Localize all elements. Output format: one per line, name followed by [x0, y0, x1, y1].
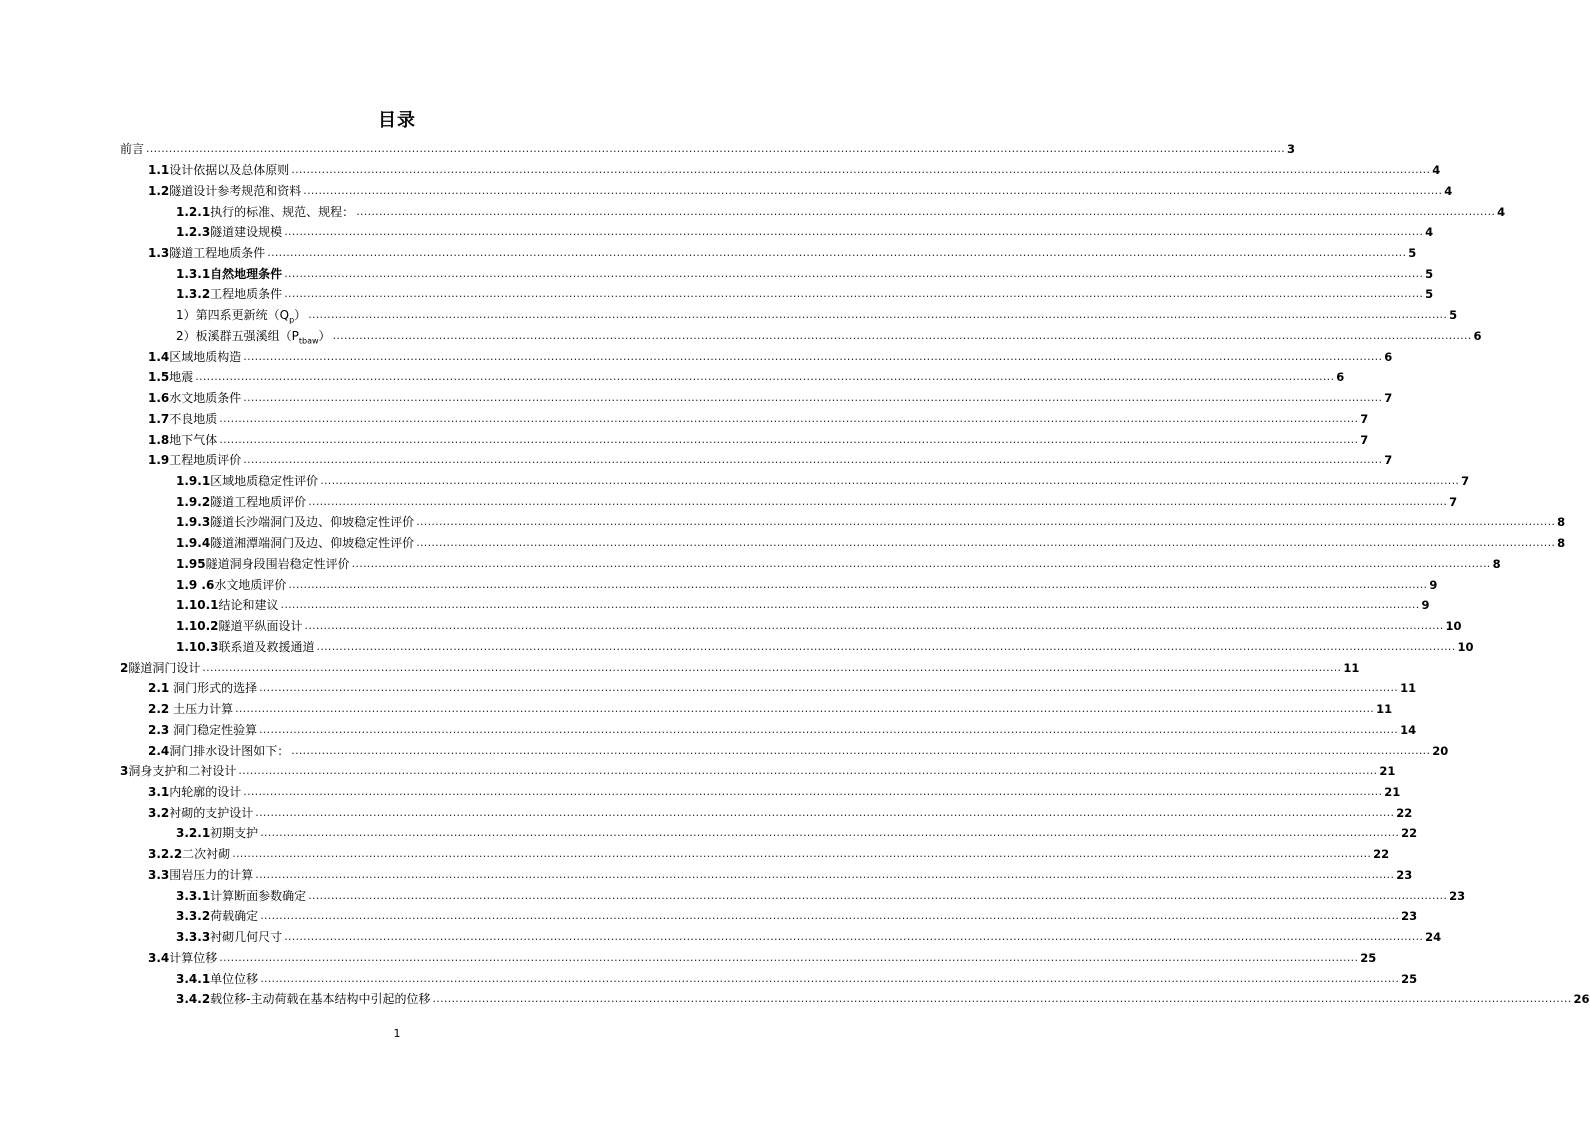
toc-entry[interactable] — [0, 326, 1482, 347]
toc-entry-label-suffix: ） — [318, 328, 331, 343]
toc-entry-title — [148, 847, 230, 861]
toc-entry-title — [176, 972, 258, 986]
toc-page-number: 25 — [1360, 950, 1377, 965]
toc-entry-line — [176, 616, 1462, 637]
toc-entry-label: 隧道湘潭端洞门及边、仰坡稳定性评价 — [210, 536, 415, 551]
toc-dot-leader: ............................................................................................................................................................................................................................................................................................................ — [284, 930, 1424, 944]
toc-entry[interactable] — [0, 637, 1474, 658]
toc-dot-leader: ............................................................................................................................................................................................................................................................................................................ — [267, 246, 1407, 259]
toc-entry-number: 3.4 — [148, 950, 170, 965]
toc-page-number: 8 — [1557, 515, 1566, 530]
toc-entry-number: 1.3 — [148, 246, 170, 260]
toc-dot-leader: ............................................................................................................................................................................................................................................................................................................ — [432, 992, 1572, 1006]
toc-entry-number: 1.3.1 — [176, 266, 211, 281]
toc-entry-label: 衬砌的支护设计 — [169, 805, 254, 820]
toc-page-number: 21 — [1379, 764, 1396, 779]
toc-dot-leader: ............................................................................................................................................................................................................................................................................................................ — [219, 950, 1359, 964]
toc-entry-label: 洞门排水设计图如下： — [169, 743, 290, 758]
toc-entry-line — [148, 160, 1441, 181]
toc-entry-title — [176, 515, 414, 529]
toc-entry[interactable] — [0, 574, 1438, 595]
toc-dot-leader: ............................................................................................................................................................................................................................................................................................................ — [416, 536, 1556, 550]
toc-entry[interactable] — [0, 802, 1413, 823]
toc-page-number: 20 — [1432, 743, 1449, 758]
toc-dot-leader: ............................................................................................................................................................................................................................................................................................................ — [238, 764, 1378, 778]
toc-dot-leader: ............................................................................................................................................................................................................................................................................................................ — [146, 142, 1285, 156]
toc-entry-line — [176, 823, 1418, 844]
toc-entry[interactable] — [0, 595, 1430, 616]
toc-entry-number: 1.2.1 — [176, 204, 211, 219]
toc-entry-number: 1.95 — [176, 556, 206, 571]
toc-entry-label: 设计依据以及总体原则 — [169, 163, 290, 178]
toc-entry-label: 工程地质条件 — [210, 287, 283, 302]
toc-entry-line — [148, 429, 1369, 450]
toc-entry-title — [120, 142, 144, 156]
toc-entry-subscript: tbaw — [298, 336, 319, 346]
toc-entry-title — [148, 806, 253, 820]
toc-entry-label: 地震 — [169, 370, 194, 385]
toc-entry[interactable] — [0, 180, 1453, 201]
toc-entry-title — [148, 370, 193, 384]
toc-dot-leader: ............................................................................................................................................................................................................................................................................................................ — [291, 163, 1431, 177]
toc-entry-line — [176, 305, 1458, 326]
toc-dot-leader: ............................................................................................................................................................................................................................................................................................................ — [280, 598, 1420, 612]
toc-entry[interactable] — [0, 968, 1418, 989]
toc-entry-line — [148, 243, 1417, 264]
toc-page-number: 23 — [1401, 909, 1418, 924]
toc-entry-number: 3.2 — [148, 805, 170, 820]
toc-dot-leader: ............................................................................................................................................................................................................................................................................................................ — [219, 411, 1359, 425]
toc-entry-number: 3 — [120, 764, 129, 779]
toc-entry-line — [120, 139, 1296, 160]
toc-dot-leader: ............................................................................................................................................................................................................................................................................................................ — [288, 577, 1428, 591]
toc-dot-leader: ............................................................................................................................................................................................................................................................................................................ — [284, 225, 1424, 239]
toc-entry-label: 荷载确定 — [210, 909, 259, 924]
toc-entry[interactable] — [0, 512, 1566, 533]
toc-entry-title — [176, 287, 282, 301]
toc-entry-title — [148, 951, 217, 965]
toc-entry[interactable] — [0, 201, 1506, 222]
toc-page-number: 11 — [1376, 702, 1393, 717]
toc-entry-number: 2.2 — [148, 702, 170, 717]
toc-dot-leader: ............................................................................................................................................................................................................................................................................................................ — [255, 867, 1395, 881]
toc-dot-leader: ............................................................................................................................................................................................................................................................................................................ — [202, 660, 1342, 674]
toc-page-number: 6 — [1473, 328, 1482, 343]
toc-entry-line — [176, 512, 1566, 533]
toc-entry-label: 隧道工程地质条件 — [169, 246, 266, 260]
toc-entry-number: 1.2 — [148, 183, 170, 198]
toc-page-number: 7 — [1449, 494, 1458, 509]
toc-title: 目录 — [378, 110, 416, 131]
toc-entry-line — [148, 947, 1377, 968]
toc-entry-label: 结论和建议 — [218, 598, 279, 613]
toc-page-number: 22 — [1396, 805, 1413, 820]
toc-page-number: 7 — [1461, 474, 1470, 489]
toc-entry-title — [176, 495, 306, 509]
toc-page-number: 4 — [1425, 225, 1434, 240]
toc-entry-number: 2.4 — [148, 743, 170, 758]
toc-entry-line — [176, 471, 1470, 492]
toc-entry-title — [176, 909, 258, 923]
toc-dot-leader: ............................................................................................................................................................................................................................................................................................................ — [243, 784, 1383, 798]
toc-entry-label: 初期支护 — [210, 826, 259, 841]
toc-page-number: 7 — [1384, 453, 1393, 468]
toc-entry-title — [176, 640, 315, 654]
toc-entry-line — [176, 326, 1482, 347]
toc-dot-leader: ............................................................................................................................................................................................................................................................................................................ — [356, 204, 1496, 218]
toc-entry[interactable] — [0, 719, 1417, 740]
toc-entry-line — [176, 491, 1458, 512]
toc-page-number: 6 — [1384, 349, 1393, 364]
toc-entry[interactable] — [0, 367, 1345, 388]
toc-entry-label: 水文地质评价 — [214, 577, 287, 592]
toc-entry[interactable] — [0, 429, 1369, 450]
toc-entry[interactable] — [0, 761, 1396, 782]
toc-entry[interactable] — [0, 450, 1393, 471]
toc-entry-label: 工程地质评价 — [169, 453, 242, 468]
toc-entry-title — [176, 225, 282, 239]
toc-entry-subscript: p — [289, 315, 295, 325]
toc-entry-line — [176, 595, 1430, 616]
toc-entry-title — [148, 681, 257, 695]
toc-entry-label: 隧道设计参考规范和资料 — [169, 183, 302, 198]
toc-page-number: 10 — [1457, 639, 1474, 654]
toc-entry-title — [176, 826, 258, 840]
toc-page-number: 9 — [1429, 577, 1438, 592]
toc-entry-label: 计算位移 — [169, 950, 218, 965]
toc-entry-title — [148, 785, 241, 799]
toc-entry-title — [148, 744, 289, 758]
toc-dot-leader: ............................................................................................................................................................................................................................................................................................................ — [219, 432, 1359, 446]
toc-entry-line — [176, 574, 1438, 595]
toc-entry-number: 1.4 — [148, 349, 170, 364]
toc-page-number: 23 — [1449, 888, 1466, 903]
toc-entry-title — [148, 350, 241, 364]
toc-entry-line — [148, 740, 1449, 761]
toc-page-number: 7 — [1384, 391, 1393, 406]
toc-entry-title — [176, 578, 286, 592]
toc-entry-label: 区域地质稳定性评价 — [210, 474, 319, 489]
toc-page-number: 4 — [1432, 163, 1441, 178]
toc-entry-label: 1）第四系更新统（Q — [176, 308, 290, 323]
toc-entry-title — [148, 163, 289, 177]
toc-entry-number: 1.9.4 — [176, 536, 211, 551]
toc-entry-title — [176, 557, 350, 571]
toc-entry-line — [148, 408, 1369, 429]
toc-entry-number: 1.8 — [148, 432, 170, 447]
toc-entry-label: 内轮廓的设计 — [169, 784, 242, 799]
toc-dot-leader: ............................................................................................................................................................................................................................................................................................................ — [259, 681, 1399, 695]
toc-entry-label: 隧道洞门设计 — [128, 660, 201, 675]
toc-entry-line — [176, 968, 1418, 989]
toc-entry-title — [176, 328, 331, 346]
toc-page-number: 8 — [1492, 556, 1501, 571]
toc-entry-line — [120, 657, 1360, 678]
toc-entry[interactable] — [0, 678, 1417, 699]
toc-entry[interactable] — [0, 222, 1434, 243]
toc-entry-line — [148, 844, 1390, 865]
toc-page-number: 5 — [1449, 308, 1458, 323]
toc-entry-line — [176, 201, 1506, 222]
toc-entry-number: 1.10.2 — [176, 619, 219, 634]
toc-entry-line — [148, 388, 1393, 409]
toc-entry[interactable] — [0, 885, 1466, 906]
toc-entry-label: 隧道建设规模 — [210, 225, 283, 240]
toc-entry-line — [176, 554, 1501, 575]
toc-entry-title — [176, 930, 282, 944]
toc-entry[interactable] — [0, 989, 1590, 1010]
toc-entry-number: 1.9.2 — [176, 494, 211, 509]
toc-page-number: 26 — [1573, 992, 1590, 1007]
toc-entry-label: 载位移-主动荷载在基本结构中引起的位移 — [210, 992, 431, 1007]
toc-entry[interactable] — [0, 305, 1458, 326]
toc-entry-line — [176, 284, 1434, 305]
toc-entry-label: 执行的标准、规范、规程： — [210, 204, 355, 219]
toc-entry-label: 围岩压力的计算 — [169, 867, 254, 882]
toc-entry-label: 隧道工程地质评价 — [210, 494, 307, 509]
toc-entry-label: 前言 — [120, 142, 145, 157]
toc-entry-line — [148, 346, 1393, 367]
toc-entry[interactable] — [0, 160, 1441, 181]
toc-entry-title — [176, 536, 414, 550]
toc-entry-title — [176, 205, 354, 219]
toc-dot-leader: ............................................................................................................................................................................................................................................................................................................ — [284, 266, 1424, 280]
toc-entry-line — [148, 782, 1401, 803]
toc-dot-leader: ............................................................................................................................................................................................................................................................................................................ — [284, 287, 1424, 301]
toc-entry-title — [148, 433, 217, 447]
toc-entry-number: 2.3 — [148, 722, 170, 737]
toc-dot-leader: ............................................................................................................................................................................................................................................................................................................ — [332, 328, 1472, 342]
toc-page-number: 4 — [1444, 183, 1453, 198]
toc-entry[interactable] — [0, 823, 1418, 844]
toc-entry-label: 计算断面参数确定 — [210, 888, 307, 903]
toc-entry-title — [120, 764, 236, 778]
toc-page-number: 3 — [1287, 142, 1296, 157]
toc-dot-leader: ............................................................................................................................................................................................................................................................................................................ — [255, 805, 1395, 819]
toc-page-number: 23 — [1396, 867, 1413, 882]
toc-entry-title — [176, 889, 306, 903]
toc-entry-label: 区域地质构造 — [169, 349, 242, 364]
toc-entry[interactable] — [0, 388, 1393, 409]
toc-entry-line — [176, 885, 1466, 906]
toc-page-number: 7 — [1360, 411, 1369, 426]
toc-entry-title — [120, 661, 200, 675]
toc-entry[interactable] — [0, 491, 1458, 512]
toc-entry-number: 1.2.3 — [176, 225, 211, 240]
toc-page-number: 14 — [1400, 722, 1417, 737]
toc-entry-line — [148, 367, 1345, 388]
toc-entry-label-suffix: ） — [294, 308, 307, 323]
toc-entry-line — [120, 761, 1396, 782]
toc-entry[interactable] — [0, 844, 1390, 865]
toc-entry[interactable] — [0, 947, 1377, 968]
toc-dot-leader: ............................................................................................................................................................................................................................................................................................................ — [308, 888, 1448, 902]
toc-entry-number: 1.9 — [148, 453, 170, 468]
toc-entry-number: 2 — [120, 660, 129, 675]
toc-dot-leader: ............................................................................................................................................................................................................................................................................................................ — [260, 909, 1400, 923]
toc-entry-label: 单位位移 — [210, 971, 259, 986]
toc-entry-label: 土压力计算 — [169, 702, 234, 717]
toc-entry-number: 1.6 — [148, 391, 170, 406]
toc-entry-line — [148, 699, 1393, 720]
toc-entry-label: 水文地质条件 — [169, 391, 242, 406]
toc-entry-label: 地下气体 — [169, 432, 218, 447]
toc-entry-title — [176, 598, 279, 612]
toc-page-number: 24 — [1425, 930, 1442, 945]
toc-entry-title — [148, 723, 257, 737]
toc-entry[interactable] — [0, 782, 1401, 803]
toc-page-number: 7 — [1360, 432, 1369, 447]
toc-entry[interactable] — [0, 346, 1393, 367]
toc-page-number: 5 — [1408, 246, 1417, 260]
toc-entry[interactable] — [0, 471, 1470, 492]
toc-page-number: 11 — [1343, 660, 1360, 675]
toc-entry-number: 1.9.3 — [176, 515, 211, 530]
toc-entry-number: 3.2.1 — [176, 826, 211, 841]
toc-dot-leader: ............................................................................................................................................................................................................................................................................................................ — [351, 556, 1491, 570]
toc-entry-line — [148, 450, 1393, 471]
toc-dot-leader: ............................................................................................................................................................................................................................................................................................................ — [316, 639, 1456, 653]
toc-dot-leader: ............................................................................................................................................................................................................................................................................................................ — [243, 349, 1383, 363]
toc-page-number: 25 — [1401, 971, 1418, 986]
toc-entry-line — [148, 678, 1417, 699]
toc-entry-title — [148, 868, 253, 882]
toc-dot-leader: ............................................................................................................................................................................................................................................................................................................ — [308, 308, 1448, 322]
toc-entry-number: 1.9.1 — [176, 474, 211, 489]
toc-entry-number: 1.7 — [148, 411, 170, 426]
toc-entry-number: 1.3.2 — [176, 287, 211, 302]
toc-entry-number: 1.1 — [148, 163, 170, 178]
toc-entry-line — [176, 263, 1434, 284]
toc-entry-line — [176, 533, 1566, 554]
toc-entry-label: 隧道平纵面设计 — [218, 619, 303, 634]
toc-page-number: 8 — [1557, 536, 1566, 551]
toc-entry[interactable] — [0, 699, 1393, 720]
toc-entry-label: 不良地质 — [169, 411, 218, 426]
toc-entry-number: 2.1 — [148, 681, 170, 696]
toc-dot-leader: ............................................................................................................................................................................................................................................................................................................ — [260, 971, 1400, 985]
toc-page-number: 5 — [1425, 287, 1434, 302]
toc-entry-title — [148, 412, 217, 426]
toc-entry-line — [148, 865, 1413, 886]
toc-dot-leader: ............................................................................................................................................................................................................................................................................................................ — [308, 494, 1448, 508]
toc-entry-title — [176, 619, 303, 633]
toc-entry-title — [148, 453, 241, 467]
toc-entry[interactable] — [0, 657, 1360, 678]
toc-page-number: 4 — [1497, 204, 1506, 219]
toc-page-number: 5 — [1425, 266, 1434, 281]
toc-entry-title — [176, 308, 307, 325]
toc-entry[interactable] — [0, 408, 1369, 429]
toc-dot-leader: ............................................................................................................................................................................................................................................................................................................ — [416, 515, 1556, 529]
toc-dot-leader: ............................................................................................................................................................................................................................................................................................................ — [259, 722, 1399, 736]
toc-dot-leader: ............................................................................................................................................................................................................................................................................................................ — [304, 619, 1444, 633]
toc-entry-number: 1.10.1 — [176, 598, 219, 613]
toc-page-number: 22 — [1401, 826, 1418, 841]
toc-entry-number: 1.9 .6 — [176, 577, 215, 592]
toc-entry[interactable] — [0, 927, 1442, 948]
toc-entry[interactable] — [0, 554, 1501, 575]
toc-dot-leader: ............................................................................................................................................................................................................................................................................................................ — [243, 453, 1383, 467]
toc-entry-number: 3.3.1 — [176, 888, 211, 903]
toc-dot-leader: ............................................................................................................................................................................................................................................................................................................ — [243, 391, 1383, 405]
toc-entry-label: 衬砌几何尺寸 — [210, 930, 283, 945]
toc-page-number: 21 — [1384, 784, 1401, 799]
toc-entry-label: 洞门稳定性验算 — [169, 722, 258, 737]
toc-entry-line — [148, 802, 1413, 823]
toc-dot-leader: ............................................................................................................................................................................................................................................................................................................ — [195, 370, 1335, 384]
toc-entry-number: 3.4.1 — [176, 971, 211, 986]
toc-entry-line — [176, 222, 1434, 243]
toc-dot-leader: ............................................................................................................................................................................................................................................................................................................ — [235, 702, 1375, 716]
toc-entry[interactable] — [0, 865, 1413, 886]
toc-entry-number: 1.5 — [148, 370, 170, 385]
toc-entry[interactable] — [0, 263, 1434, 284]
toc-entry-title — [176, 992, 431, 1006]
toc-entry-label: 自然地理条件 — [210, 266, 283, 281]
toc-entry[interactable] — [0, 906, 1418, 927]
toc-entry-title — [148, 391, 241, 405]
toc-entry-title — [176, 474, 318, 488]
toc-page-number: 6 — [1336, 370, 1345, 385]
toc-entry-number: 3.4.2 — [176, 992, 211, 1007]
toc-entry-label: 联系道及救援通道 — [218, 639, 315, 654]
toc-entry-number: 3.2.2 — [148, 847, 183, 862]
toc-dot-leader: ............................................................................................................................................................................................................................................................................................................ — [260, 826, 1400, 840]
toc-entry-number: 3.3.3 — [176, 930, 211, 945]
toc-page-number: 22 — [1373, 847, 1390, 862]
toc-entry-label: 隧道洞身段围岩稳定性评价 — [205, 556, 350, 571]
toc-entry-number: 1.10.3 — [176, 639, 219, 654]
toc-entry[interactable] — [0, 284, 1434, 305]
toc-dot-leader: ............................................................................................................................................................................................................................................................................................................ — [303, 183, 1443, 197]
toc-page-number: 10 — [1445, 619, 1462, 634]
toc-entry-title — [148, 246, 265, 260]
toc-entry-label: 洞身支护和二衬设计 — [128, 764, 237, 779]
toc-entry-line — [176, 927, 1442, 948]
toc-entry-line — [176, 637, 1474, 658]
toc-entry[interactable] — [0, 533, 1566, 554]
toc-entry[interactable] — [0, 243, 1417, 264]
toc-entry[interactable] — [0, 740, 1449, 761]
toc-dot-leader: ............................................................................................................................................................................................................................................................................................................ — [232, 847, 1372, 861]
toc-entry-line — [176, 989, 1590, 1010]
toc-entry[interactable] — [0, 616, 1462, 637]
toc-entry-label: 隧道长沙端洞门及边、仰坡稳定性评价 — [210, 515, 415, 530]
toc-entry-number: 3.1 — [148, 784, 170, 799]
toc-entry[interactable] — [0, 139, 1296, 160]
page-number: 1 — [393, 1027, 401, 1040]
toc-entry-number: 3.3 — [148, 867, 170, 882]
toc-entry-title — [176, 267, 282, 281]
toc-dot-leader: ............................................................................................................................................................................................................................................................................................................ — [320, 474, 1460, 488]
toc-entry-number: 3.3.2 — [176, 909, 211, 924]
toc-entry-label: 二次衬砌 — [182, 847, 231, 862]
toc-entry-title — [148, 184, 301, 198]
toc-entry-line — [148, 180, 1453, 201]
toc-entry-label: 洞门形式的选择 — [169, 681, 258, 696]
toc-dot-leader: ............................................................................................................................................................................................................................................................................................................ — [291, 743, 1431, 757]
toc-page-number: 9 — [1421, 598, 1430, 613]
toc-entry-label: 2）板溪群五强溪组（P — [176, 328, 299, 343]
toc-page-number: 11 — [1400, 681, 1417, 696]
toc-entry-line — [148, 719, 1417, 740]
toc-entry-title — [148, 702, 233, 716]
toc-entry-line — [176, 906, 1418, 927]
